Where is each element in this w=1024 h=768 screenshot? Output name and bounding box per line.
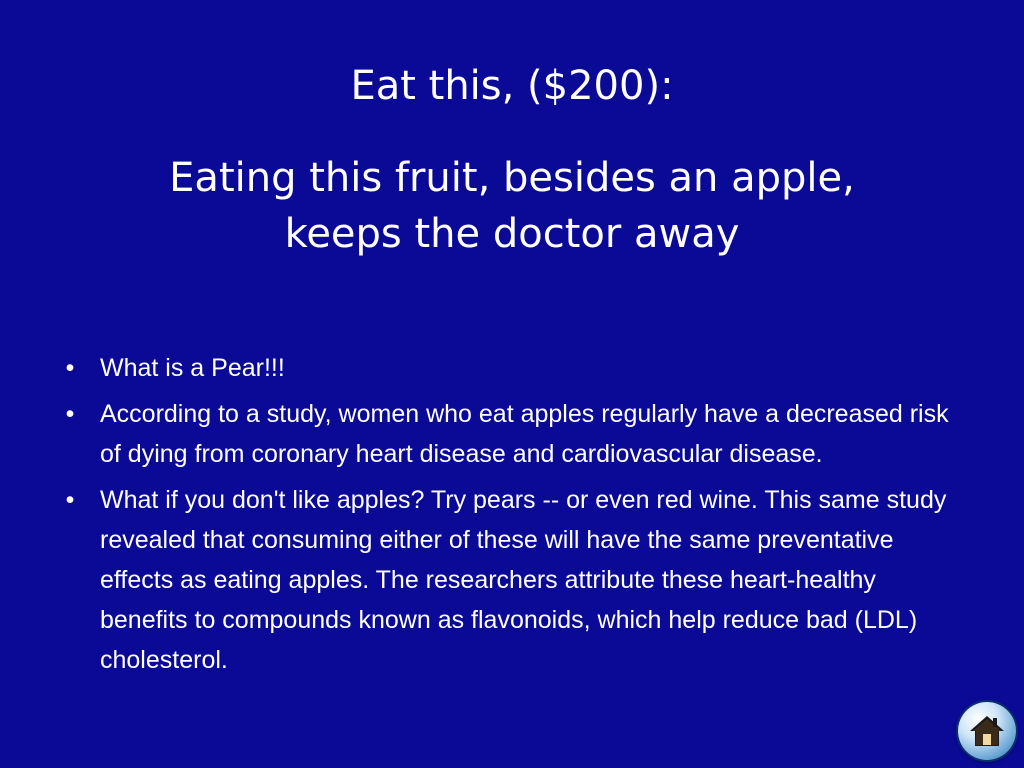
bullet-marker: • [65, 354, 75, 382]
title-spacer [40, 110, 984, 150]
bullet-text: According to a study, women who eat apples regularly have a decreased risk of dying from coronary heart disease and cardiovascular disease. [100, 400, 949, 468]
title-block [40, 62, 984, 262]
slide-title: Eat this, ($200): [350, 63, 674, 109]
bullet-marker: • [65, 400, 75, 428]
bullet-item [60, 394, 960, 474]
question-line-1: Eating this fruit, besides an apple, [169, 155, 855, 201]
bullet-text: What is a Pear!!! [100, 354, 285, 382]
bullet-item [60, 348, 960, 388]
home-button[interactable] [958, 702, 1016, 760]
question-line-2: keeps the doctor away [284, 211, 740, 257]
bullet-marker: • [65, 486, 75, 514]
home-icon [967, 711, 1007, 751]
bullet-item [60, 480, 960, 680]
answer-bullet-list [60, 348, 960, 686]
bullet-text: What if you don't like apples? Try pears -- or even red wine. This same study revealed that consuming either of these will have the same preventative effects as eating apples. The researchers attribute these heart-healthy benefits to compounds known as flavonoids, which help reduce bad (LDL) cholesterol. [100, 486, 947, 674]
